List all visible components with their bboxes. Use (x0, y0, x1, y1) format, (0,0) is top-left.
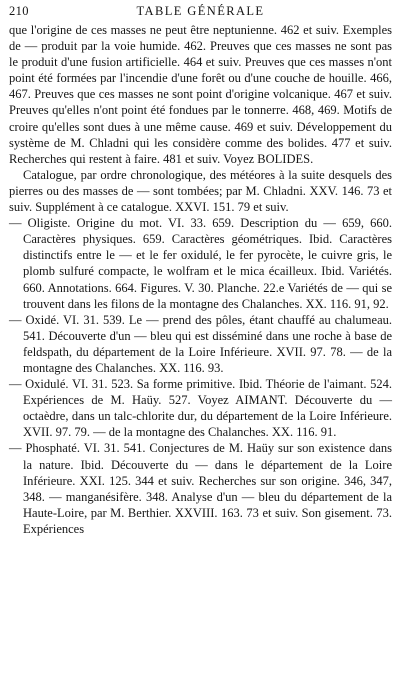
page-number: 210 (9, 4, 29, 18)
index-paragraph-catalogue: Catalogue, par ordre chronologique, des météores à la suite desquels des pierres ou des masses de — sont tombées; par M. Chladni. XXV. 146. 73 et suiv. Supplément à ce catalogue. XXVI. 151. 79 et suiv. (9, 167, 392, 215)
index-entry-oxide: — Oxidé. VI. 31. 539. Le — prend des pôles, étant chauffé au chalumeau. 541. Découverte d'un — bleu qui est disséminé dans une roche à base de feldspath, du département de la Loire Inférieure. XVII. 97. 78. — de la montagne des Chalanches. XX. 116. 93. (9, 312, 392, 375)
index-entry-oligiste: — Oligiste. Origine du mot. VI. 33. 659. Description du — 659, 660. Caractères physiques. 659. Caractères géométriques. Ibid. Caractères distinctifs entre le — et le fer oxidulé, le fer pyrocète, le cuivre gris, le plomb sulfuré compacte, le wolfram et le mica écailleux. Ibid. Variétés. 660. Annotations. 664. Figures. V. 30. Planche. 22.e Variétés de — qui se trouvent dans les filons de la montagne des Chalanches. XX. 116. 91, 92. (9, 216, 392, 311)
index-entry-phosphate: — Phosphaté. VI. 31. 541. Conjectures de M. Haüy sur son existence dans la nature. Ibid. Découverte du — dans le département de la Loire Inférieure. XXI. 125. 344 et suiv. Recherches sur son origine. 346, 347, 348. — manganésifère. 348. Analyse d'un — bleu du département de la Haute-Loire, par M. Berthier. XXVIII. 163. 73 et suiv. Son gisement. 73. Expériences (9, 441, 392, 536)
running-head: TABLE GÉNÉRALE (136, 4, 265, 18)
index-text (9, 22, 392, 537)
index-paragraph-meteorites-origin: que l'origine de ces masses ne peut être neptunienne. 462 et suiv. Exemples de — produit par la voie humide. 462. Preuves que ces masses ne sont pas le produit d'une fusion artificielle. 464 et suiv. Preuves que ces masses n'ont point été formées par l'incendie d'une forêt ou d'une couche de houille. 466, 467. Preuves que ces masses ne sont point d'origine volcanique. 467 et suiv. Preuves qu'elles n'ont point été fondues par le tonnerre. 468, 469. Motifs de croire qu'elles sont dues à une même cause. 469 et suiv. Développement du système de M. Chladni qui les considère comme des bolides. 477 et suiv. Recherches qui restent à faire. 481 et suiv. Voyez BOLIDES. (9, 23, 392, 166)
index-entry-oxidule: — Oxidulé. VI. 31. 523. Sa forme primitive. Ibid. Théorie de l'aimant. 524. Expériences de M. Haüy. 527. Voyez AIMANT. Découverte du — octaèdre, dans un talc-chlorite dur, du département de la Loire Inférieure. XVII. 97. 79. — de la montagne des Chalanches. XX. 116. 91. (9, 377, 392, 440)
page-header (9, 4, 392, 22)
